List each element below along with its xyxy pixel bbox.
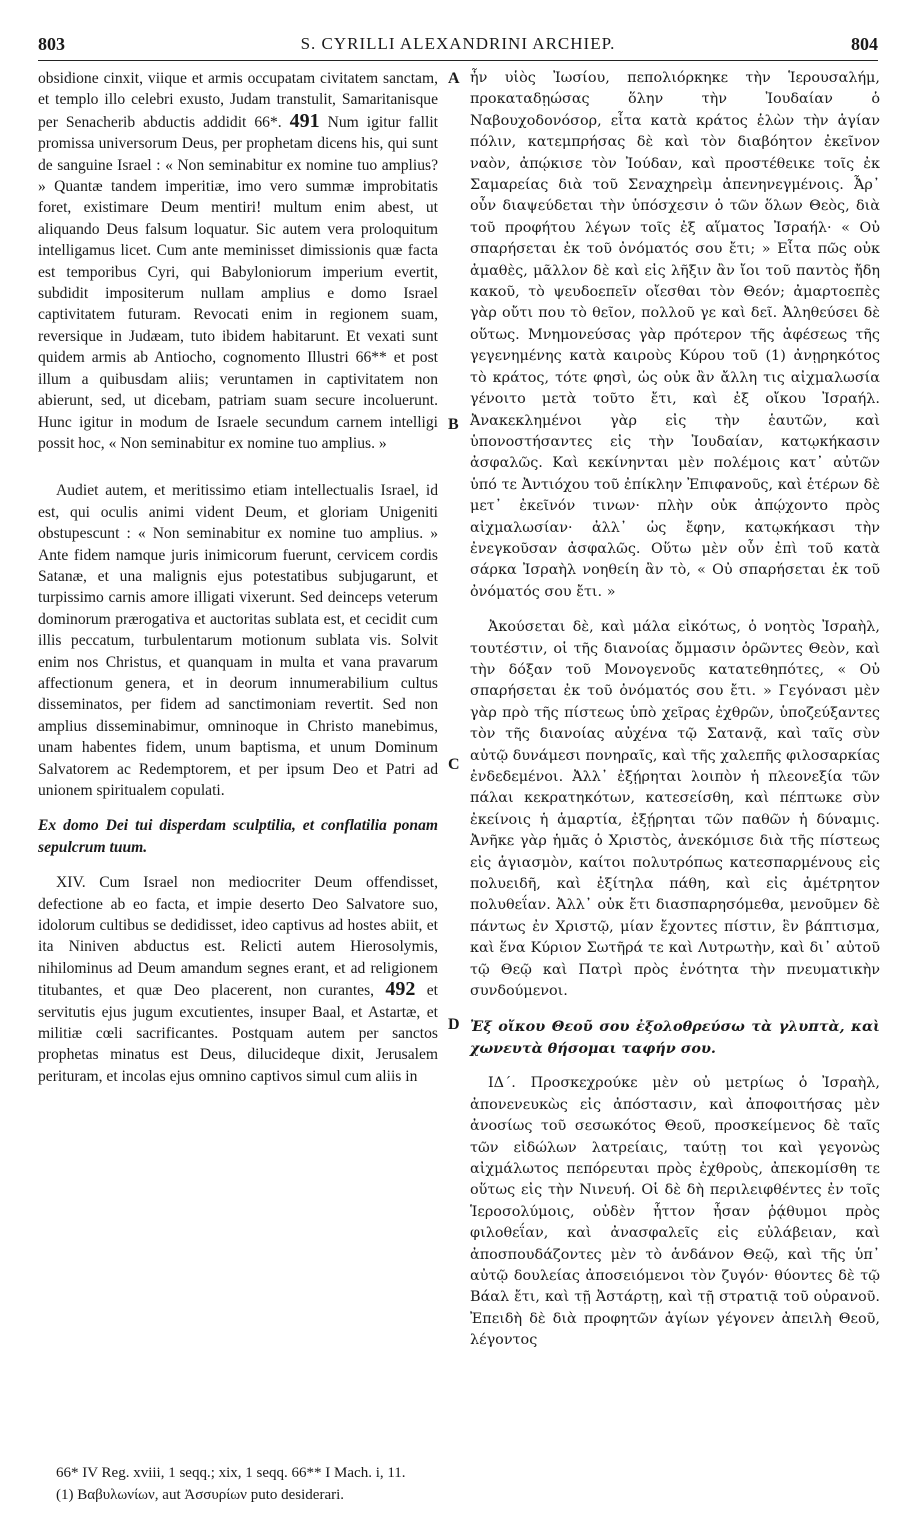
latin-p3-text-a: XIV. Cum Israel non mediocriter Deum offendisset, defectione ab eo facta, et impie deserto Deo Salvatore suo, idolorum cultibus se dedidisset, ideo captivus ad hostes abiit, et ita Niniven abductus est. Relicti autem Hierosolymis, nihilominus ad Deum amandum segnes erant, et ad religionem titubantes, et quæ Deo placerent, non curantes, [38,874,438,1000]
greek-paragraph-2: Ἀκούσεται δὲ, καὶ μάλα εἰκότως, ὁ νοητὸς Ἰσραὴλ, τουτέστιν, οἱ τῆς διανοίας ὄμμασιν ὁρῶντες Θεὸν, καὶ τὴν δόξαν τοῦ Μονογενοῦς κατατεθηπότες, « Οὐ σπαρήσεται ἐκ τοῦ ὀνόματός σου ἔτι. » Γεγόνασι μὲν γὰρ πρὸ τῆς πίστεως ὑπὸ χεῖρας ἐχθρῶν, ὑποζεύξαντες τὸν τῆς διανοίας αὐχένα τῷ Σατανᾷ, καὶ ταῖς σὺν αὐτῷ δυνάμεσι πονηραῖς, καὶ τῆς χαλεπῆς φιλοσαρκίας ἐνδεδεμένοι. Ἀλλ᾽ ἐξῄρηται λοιπὸν ἡ πλεονεξία τῶν πάλαι κεκρατηκότων, κατεσείσθη, καὶ πέπτωκε σὺν ἐκείνοις ἡ ἁμαρτία, ἐξῄρηται τῶν παθῶν ἡ δύναμις. Ἀνῆκε γὰρ ἡμᾶς ὁ Χριστὸς, ἀνεκόμισε διὰ τῆς πίστεως εἰς ἁγιασμὸν, καίτοι πολυτρόπως κατεσπαρμένους εἰς πολυειδῆ, καὶ ἐξίτηλα πάθη, καὶ εἰς ἀμέτρητον πολυθεΐαν. Ἀλλ᾽ οὐκ ἔτι διασπαρησόμεθα, μενοῦμεν δὲ πάντως ἐν Χριστῷ, μίαν ἔχοντες πίστιν, ἓν βάπτισμα, καὶ ἕνα Κύριον Σωτῆρά τε καὶ Λυτρωτὴν, καὶ δι᾽ αὐτοῦ τῷ Θεῷ καὶ Πατρὶ πρὸς ἑνότητα τὴν πνευματικὴν συνδούμενοι. [470,619,880,1000]
column-number-491: 491 [289,109,320,132]
section-marker-b: B [448,416,459,433]
page-header [38,34,878,61]
latin-p3-text-b: et servitutis ejus jugum excutientes, insuper Baal, et Astartæ, et militiæ cœli sacrificantes. Postquam autem per sanctos prophetas minatus est Deus, dilucideque dixit, Jerusalem perituram, et incolas ejus omnino captivos simul cum aliis in [38,982,438,1085]
latin-paragraph-1 [38,68,438,454]
page-number-right: 804 [851,34,878,54]
greek-scripture-heading: Ἐξ οἴκου Θεοῦ σου ἐξολοθρεύσω τὰ γλυπτὰ, καὶ χωνευτὰ θήσομαι ταφήν σου. [470,1018,880,1057]
latin-p1-text-a: obsidione cinxit, viique et armis occupatam civitatem sanctam, et templo illo celebri exusto, Judam transtulit, Samaritanisque per Senacherib abductis addidit 66*. [38,70,438,131]
latin-p1-text-b: Num igitur fallit promissa universorum Deus, per prophetam dicens his, qui sunt de sanguine Israel : « Non seminabitur ex nomine tuo amplius? » Quantæ tandem imperitiæ, imo vero summæ improbitatis foret, existimare Deum mentiri! multum enim abest, ut aliquando Deus falsum loquatur. Sic autem vera proloquitum intelligamus licet. Cum ante meminisset dimissionis quæ facta est temporibus Cyri, qui Babyloniorum imperium evertit, subdidit impositerum nullam amplius e domo Israel captivitatem futuram. Revocati enim in regionem suam, reversique in Judæam, tuto ibidem habitarunt. Et vexati sunt quidem armis ab Antiocho, cognomento Illustri 66** et post illum a quibusdam aliis; veruntamen in captivitatem non abierunt, sed, ut dicebam, patriam suam secure incoluerunt. Hunc igitur in modum de Israele secundum carnem intelligi possit hoc, « Non seminabitur ex nomine tuo amplius. » [38,113,438,452]
greek-paragraph-3: ΙΔ΄. Προσκεχρούκε μὲν οὐ μετρίως ὁ Ἰσραὴλ, ἀπονενευκὼς εἰς ἀπόστασιν, καὶ ἀποφοιτήσας μὲν ἀνοσίως τοῦ σεσωκότος Θεοῦ, προσκείμενος δὲ ταῖς τῶν εἰδώλων λατρείαις, ταύτῃ τοι καὶ γεγονὼς αἰχμάλωτος πεπόρευται πρὸς ἐχθροὺς, ἀπεκομίσθη τε οὕτως εἰς τὴν Νινευή. Οἱ δὲ δὴ περιλειφθέντες ἐν τοῖς Ἱεροσολύμοις, οὐδὲν ἧττον ἦσαν ῥᾴθυμοι πρὸς φιλοθεΐαν, καὶ ἀνασφαλεῖς εἰς εὐλάβειαν, καὶ ἀποσπουδάζοντες μὲν τὸ ἁνδάνον Θεῷ, καὶ τῆς ὑπ᾽ αὐτῷ δουλείας ἀποσειόμενοι τὸν ζυγόν· θύοντες δὲ τῷ Βάαλ ἔτι, καὶ τῇ Ἀστάρτῃ, καὶ τῇ στρατιᾷ τοῦ οὐρανοῦ. Ἐπειδὴ δὲ διὰ προφητῶν ἁγίων γέγονεν ἀπειλὴ Θεοῦ, λέγοντος [470,1075,880,1349]
greek-column [470,68,880,1352]
section-marker-c: C [448,756,460,773]
footnote-line-2: (1) Βαβυλωνίων, aut Ἀσσυρίων puto desiderari. [56,1487,345,1503]
footnote-line-1: 66* IV Reg. xviii, 1 seqq.; xix, 1 seqq. 66** I Mach. i, 11. [56,1465,406,1481]
latin-column [38,68,438,1087]
page-number-left: 803 [38,34,65,54]
latin-scripture-heading: Ex domo Dei tui disperdam sculptilia, et conflatilia ponam sepulcrum tuum. [38,817,438,856]
running-title: S. CYRILLI ALEXANDRINI ARCHIEP. [300,34,616,53]
footnotes [56,1462,856,1506]
column-number-492: 492 [385,978,416,1001]
section-marker-d: D [448,1016,460,1033]
section-marker-a: A [448,70,460,87]
latin-paragraph-3 [38,872,438,1087]
latin-paragraph-2: Audiet autem, et meritissimo etiam intellectualis Israel, id est, qui oculis animi vident Deum, et gloriam Unigeniti obstupescunt : « Non seminabitur ex nomine tuo amplius. » Ante fidem namque juris inimicorum fuerunt, cervicem cordis Satanæ, et una malignis ejus potestatibus subjugarunt, et turpissimo carnis amore illigati vixerunt. Sed deinceps veterum dominorum prærogativa et auctoritas sublata est, et cecidit cum illis peccatum, turbulentarum motionum sublata vis. Solvit enim nos Christus, et quanquam in multa et vana pravarum affectionum genera, et in deorum innumerabilium cultus disseminatos, per fidem ad sanctimoniam revertit. Sed non amplius disseminabimur, omninoque in Christo manebimus, unam habentes fidem, unum baptisma, et unum Dominum Salvatorem ac Redemptorem, et per ipsum Deo et Patri ad unionem spiritualem copulati. [38,482,438,799]
greek-paragraph-1: ἦν υἱὸς Ἰωσίου, πεπολιόρκηκε τὴν Ἱερουσαλήμ, προκαταδῃώσας ὅλην τὴν Ἰουδαίαν ὁ Ναβουχοδονόσορ, εἶτα κατὰ κράτος ἑλὼν τὴν ἁγίαν πόλιν, κατεμπρήσας δὲ καὶ τὸν διαβόητον ἐκεῖνον ναὸν, ἀπῴκισε τὸν Ἰούδαν, καὶ προστέθεικε τοῖς ἐκ Σαμαρείας διὰ τοῦ Σεναχηρεὶμ ἀπενηνεγμένοις. Ἆρ᾽ οὖν διαψεύδεται τὴν ὑπόσχεσιν ὁ τῶν ὅλων Θεὸς, διὰ τοῦ προφήτου λέγων τοῖς ἐξ αἵματος Ἰσραήλ· « Οὐ σπαρήσεται ἐκ τοῦ ὀνόματός σου ἔτι; » Εἶτα πῶς οὐκ ἀμαθὲς, μᾶλλον δὲ καὶ εἰς λῆξιν ἂν ἴοι τοῦ παντὸς ἤδη κακοῦ, τὸ ψευδοεπεῖν οἴεσθαι τὸν Θεόν; ἀμαρτοεπὲς γὰρ οὔτι που τὸ θεῖον, πολλοῦ γε καὶ δεῖ. Ἀληθεύσει δὲ οὕτως. Μνημονεύσας γὰρ πρότερον τῆς ἀφέσεως τῆς γεγενημένης κατὰ καιροὺς Κύρου τοῦ (1) ἀνῃρηκότος τὸ κράτος, τότε φησὶ, ὡς οὐκ ἂν ἄλλη τις αἰχμαλωσία γένοιτο μετὰ τοῦτο ἔτι, καὶ ἐξ οἴκου Ἰσραήλ. Ἀνακεκλημένοι γὰρ εἰς τὴν ἑαυτῶν, καὶ ὑπονοστήσαντες εἰς τὴν Ἰουδαίαν, κατῳκήκασιν ἀσφαλῶς. Καὶ κεκίνηνται μὲν πολέμοις κατ᾽ αὐτῶν ὑπό τε Ἀντιόχου τοῦ ἐπίκλην Ἐπιφανοῦς, καὶ ἑτέρων δὲ μετ᾽ ἐκεῖνόν τινων· πλὴν οὐκ ἀπῴχοντο πρὸς αἰχμαλωσίαν· ἀλλ᾽ ὡς ἔφην, κατῳκήκασι τὴν ἐνεγκοῦσαν ἀσφαλῶς. Οὕτω μὲν οὖν ἐπὶ τοῦ κατὰ σάρκα Ἰσραὴλ νοηθείη ἂν τὸ, « Οὐ σπαρήσεται ἐκ τοῦ ὀνόματός σου ἔτι. » [470,70,880,600]
